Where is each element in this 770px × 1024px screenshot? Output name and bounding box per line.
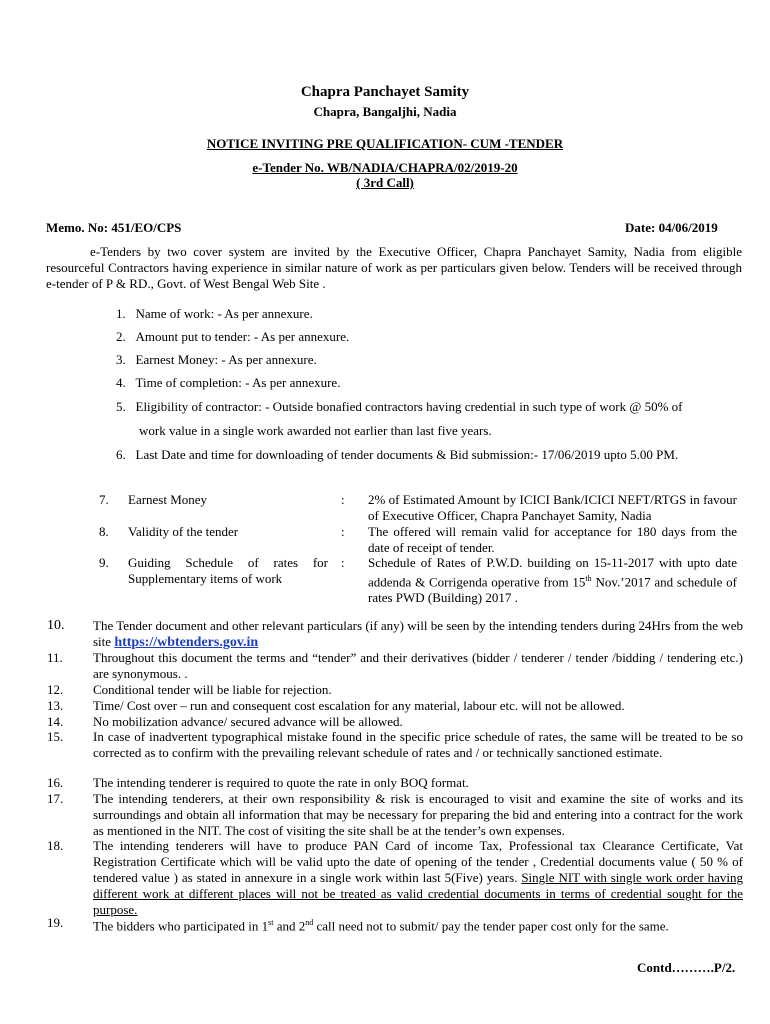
clause-10: The Tender document and other relevant particulars (if any) will be seen by the intending tenders during 24Hrs from the web site https://wbtenders.gov.in	[93, 618, 743, 650]
clause-number: 12.	[47, 682, 64, 697]
clause-number: 15.	[47, 729, 64, 744]
clause-12: Conditional tender will be liable for rejection.	[93, 682, 332, 697]
list-item: 1. Name of work: - As per annexure.	[116, 306, 313, 321]
clause-13: Time/ Cost over – run and consequent cost escalation for any material, labour etc. will not be allowed.	[93, 698, 625, 713]
clause-number: 18.	[47, 838, 64, 853]
list-item: 3. Earnest Money: - As per annexure.	[116, 352, 317, 367]
list-item: 2. Amount put to tender: - As per annexure.	[116, 329, 350, 344]
clause-17: The intending tenderers, at their own responsibility & risk is encouraged to visit and examine the site of works and its surroundings and obtain all information that may be necessary for preparing the bid and entering into a contract for the work as mentioned in the NIT. The cost of visiting the site shall be at the tender’s own expenses.	[93, 791, 743, 838]
continued-note: Contd……….P/2.	[637, 960, 736, 975]
clause-number: 14.	[47, 714, 64, 729]
row-value: The offered will remain valid for acceptance for 180 days from the date of receipt of tender.	[368, 524, 737, 555]
row-colon: :	[341, 524, 345, 539]
clause-18: The intending tenderers will have to produce PAN Card of income Tax, Professional tax Clearance Certificate, Vat Registration Certificate which will be valid upto the date of opening of the tender , Credential documents value ( 50 % of tendered value ) as stated in annexure in a single work within last 5(Five) years. Single NIT with single work order having different work at different places will not be treated as valid credential documents in terms of credential sought for the purpose.	[93, 838, 743, 917]
list-item: 6. Last Date and time for downloading of tender documents & Bid submission:- 17/06/2019 upto 5.00 PM.	[116, 447, 679, 462]
clause-number: 19.	[47, 915, 64, 930]
intro-paragraph: e-Tenders by two cover system are invited by the Executive Officer, Chapra Panchayet Samity, Nadia from eligible resourceful Contractors having experience in similar nature of work as per particulars given below. Tenders will be received through e-tender of P & RD., Govt. of West Bengal Web Site .	[46, 244, 742, 291]
clause-11: Throughout this document the terms and “tender” and their derivatives (bidder / tenderer / tender /bidding / tendering etc.) are synonymous. .	[93, 650, 743, 681]
row-colon: :	[341, 492, 345, 507]
clause-number: 13.	[47, 698, 64, 713]
row-colon: :	[341, 555, 345, 570]
call-number: ( 3rd Call)	[356, 175, 414, 190]
row-label: Earnest Money	[128, 492, 208, 507]
row-number: 8.	[99, 524, 109, 539]
list-item: 5. Eligibility of contractor: - Outside bonafied contractors having credential in such type of work @ 50% of	[116, 399, 683, 414]
clause-number: 10.	[47, 618, 65, 633]
list-item: 4. Time of completion: - As per annexure.	[116, 375, 341, 390]
wbtenders-link[interactable]: https://wbtenders.gov.in	[114, 635, 259, 650]
row-number: 9.	[99, 555, 109, 570]
clause-16: The intending tenderer is required to quote the rate in only BOQ format.	[93, 775, 469, 790]
memo-date: Date: 04/06/2019	[625, 220, 718, 235]
clause-15: In case of inadvertent typographical mistake found in the specific price schedule of rates, the same will be treated to be so corrected as to confirm with the prevailing relevant schedule of rates and / or technically sanctioned estimate.	[93, 729, 743, 760]
clause-19: The bidders who participated in 1st and 2nd call need not to submit/ pay the tender paper cost only for the same.	[93, 918, 669, 934]
row-value: Schedule of Rates of P.W.D. building on 15-11-2017 with upto date addenda & Corrigenda operative from 15th Nov.’2017 and schedule of rates PWD (Building) 2017 .	[368, 555, 737, 606]
row-value: 2% of Estimated Amount by ICICI Bank/ICICI NEFT/RTGS in favour of Executive Officer, Chapra Panchayet Samity, Nadia	[368, 492, 737, 523]
clause-number: 16.	[47, 775, 64, 790]
clause-14: No mobilization advance/ secured advance will be allowed.	[93, 714, 403, 729]
clause-number: 17.	[47, 791, 64, 806]
org-address: Chapra, Bangaljhi, Nadia	[313, 104, 457, 119]
tender-number: e-Tender No. WB/NADIA/CHAPRA/02/2019-20	[252, 160, 518, 175]
memo-number: Memo. No: 451/EO/CPS	[46, 220, 182, 235]
notice-heading: NOTICE INVITING PRE QUALIFICATION- CUM -TENDER	[206, 136, 564, 151]
org-title: Chapra Panchayet Samity	[300, 84, 470, 100]
row-label: Validity of the tender	[128, 524, 239, 539]
list-item-continuation: work value in a single work awarded not earlier than last five years.	[139, 423, 492, 438]
row-number: 7.	[99, 492, 109, 507]
clause-number: 11.	[47, 650, 63, 665]
row-label: Guiding Schedule of rates for Supplementary items of work	[128, 555, 328, 586]
